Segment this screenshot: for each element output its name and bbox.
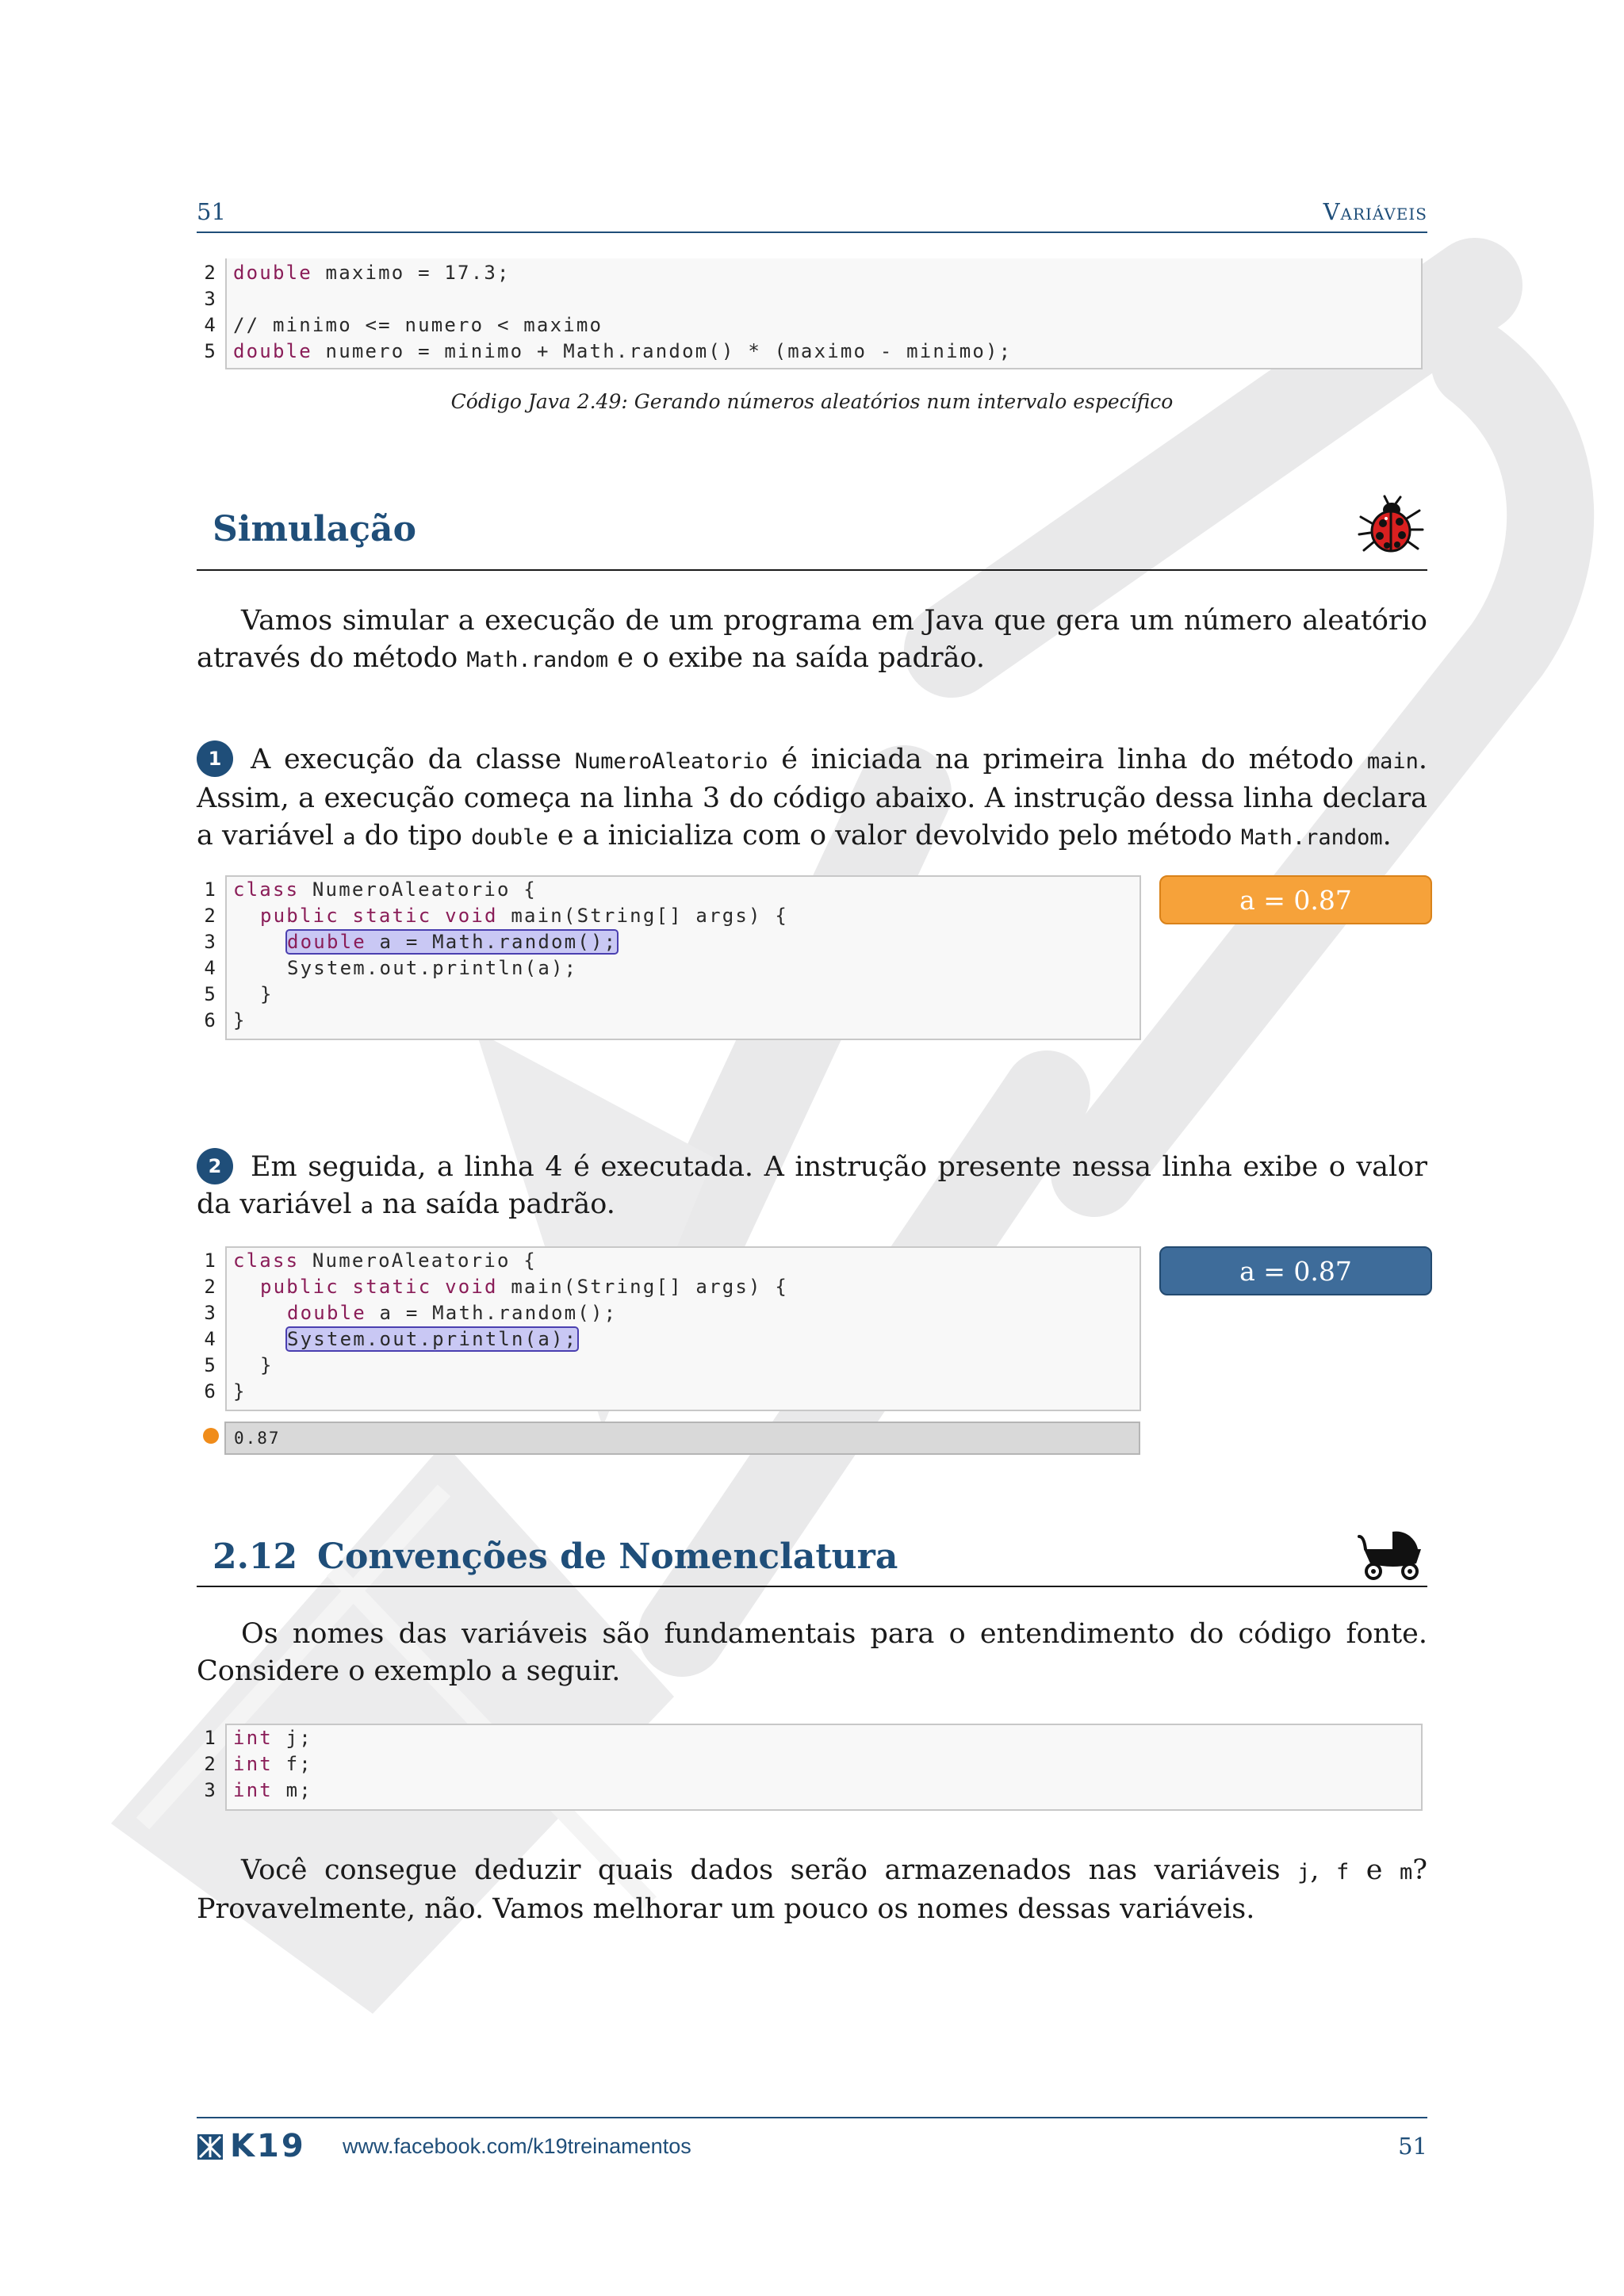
question-text: Você consegue deduzir quais dados serão armazenados nas variáveis [241, 1854, 1298, 1886]
intro-text: Vamos simular a execução de um programa em Java que gera um número aleatório através do método [197, 605, 1427, 674]
intro-text: e o exibe na saída padrão. [608, 642, 986, 674]
step1-text: é iniciada na primeira linha do método [768, 744, 1367, 775]
code-box [225, 1724, 1423, 1811]
code-keyword: double [287, 931, 366, 953]
header-rule [197, 232, 1427, 233]
code-text: j; [272, 1727, 312, 1749]
inline-code: a [343, 825, 356, 850]
step1-text: e a inicializa com o valor devolvido pelo método [548, 820, 1241, 851]
console-output: 0.87 [224, 1422, 1140, 1455]
code-line [233, 1249, 537, 1272]
code-line [233, 1753, 312, 1775]
paragraph-intro [197, 603, 1427, 679]
inline-code: m [1399, 1860, 1413, 1885]
code-text: NumeroAleatorio { [299, 878, 537, 901]
question-text: e [1349, 1854, 1400, 1886]
variable-state-box-step1: a = 0.87 [1159, 875, 1432, 924]
code-line [233, 1779, 312, 1801]
code-line [233, 262, 511, 284]
inline-code: j [1297, 1860, 1311, 1885]
line-number: 4 [204, 957, 217, 979]
line-number: 2 [204, 1276, 217, 1298]
baby-carriage-icon [1358, 1527, 1424, 1581]
code-keyword: double [233, 262, 312, 284]
paragraph-convencoes [197, 1616, 1427, 1690]
header-chapter-title: Variáveis [1323, 198, 1427, 225]
section-title-convencoes: Convenções de Nomenclatura [317, 1536, 898, 1577]
line-number: 6 [204, 1009, 217, 1031]
paragraph-step1 [197, 740, 1427, 856]
code-keyword: int [233, 1779, 273, 1801]
code-text: m; [272, 1779, 312, 1801]
code-line: } [260, 1354, 274, 1376]
section-title-simulacao: Simulação [213, 509, 416, 549]
question-text: ? Provavelmente, não. Vamos melhorar um pouco os nomes dessas variáveis. [197, 1854, 1428, 1925]
step1-text: . [1382, 820, 1392, 851]
step1-text: . Assim, a execução começa na linha 3 do código abaixo. A instrução dessa linha declara a variável [197, 744, 1428, 851]
step1-text: do tipo [355, 820, 472, 851]
paragraph-step2 [197, 1148, 1427, 1225]
line-number: 1 [204, 1249, 217, 1272]
convencoes-text: Os nomes das variáveis são fundamentais para o entendimento do código fonte. Considere o exemplo a seguir. [197, 1618, 1427, 1687]
code-text: maximo = 17.3; [312, 262, 511, 284]
inline-code: a [360, 1194, 373, 1219]
line-number: 5 [204, 983, 217, 1005]
header-page-number: 51 [197, 198, 226, 225]
code-keyword: public static void [260, 905, 498, 927]
current-line-highlight [287, 931, 617, 953]
line-number: 2 [204, 1753, 217, 1775]
code-keyword: int [233, 1727, 273, 1749]
code-caption: Código Java 2.49: Gerando números aleatórios num intervalo específico [450, 390, 1174, 413]
code-line: System.out.println(a); [287, 957, 578, 979]
code-text: NumeroAleatorio { [299, 1249, 537, 1272]
variable-state-box-step2: a = 0.87 [1159, 1246, 1432, 1295]
code-line [260, 905, 788, 927]
inline-code: double [471, 825, 549, 850]
code-line-highlighted [287, 931, 617, 953]
line-number: 4 [204, 1328, 217, 1350]
code-line: } [233, 1009, 247, 1031]
code-keyword: double [287, 1302, 366, 1324]
code-text: main(String[] args) { [497, 1276, 788, 1298]
code-line [287, 1302, 617, 1324]
code-line: } [260, 983, 274, 1005]
inline-code: Math.random [466, 648, 609, 672]
code-line [233, 340, 1012, 362]
inline-code: Math.random [1240, 825, 1383, 850]
code-text: main(String[] args) { [497, 905, 788, 927]
section-rule [197, 1586, 1427, 1587]
code-keyword: class [233, 1249, 300, 1272]
code-line: } [233, 1380, 247, 1402]
line-number: 3 [204, 288, 217, 310]
step-badge-2: 2 [197, 1148, 233, 1184]
code-text: numero = minimo + Math.random() * (maximo - minimo); [312, 340, 1013, 362]
line-number: 2 [204, 905, 217, 927]
line-number: 2 [204, 262, 217, 284]
inline-code: main [1366, 749, 1419, 774]
step2-text: Em seguida, a linha 4 é executada. A instrução presente nessa linha exibe o valor da variável [197, 1151, 1427, 1220]
code-text: a = Math.random(); [366, 931, 618, 953]
paragraph-question [197, 1852, 1427, 1928]
code-line [260, 1276, 788, 1298]
output-indicator-icon [203, 1428, 219, 1444]
line-number: 3 [204, 1779, 217, 1801]
k19-logo-mark-icon [197, 2133, 224, 2160]
line-number: 3 [204, 931, 217, 953]
step-badge-1: 1 [197, 740, 233, 777]
code-line-highlighted [287, 1328, 577, 1350]
line-number: 1 [204, 878, 217, 901]
footer-rule [197, 2117, 1427, 2118]
section-number: 2.12 [213, 1536, 298, 1577]
line-number: 4 [204, 314, 217, 336]
inline-code: NumeroAleatorio [574, 749, 768, 774]
step2-text: na saída padrão. [373, 1188, 615, 1220]
line-number: 1 [204, 1727, 217, 1749]
code-keyword: int [233, 1753, 273, 1775]
code-keyword: double [233, 340, 312, 362]
footer-url-link[interactable]: www.facebook.com/k19treinamentos [343, 2134, 691, 2158]
step1-text: A execução da classe [251, 744, 575, 775]
line-number: 5 [204, 1354, 217, 1376]
current-line-highlight: System.out.println(a); [287, 1328, 578, 1350]
footer-page-number: 51 [1398, 2133, 1427, 2160]
ladybug-icon [1358, 495, 1424, 557]
k19-logo-text: K19 [230, 2128, 306, 2164]
line-number: 6 [204, 1380, 217, 1402]
code-comment: // minimo <= numero < maximo [233, 314, 603, 336]
code-line [233, 878, 537, 901]
code-line [233, 1727, 312, 1749]
question-text: , [1310, 1854, 1336, 1886]
section-rule [197, 569, 1427, 571]
line-number: 3 [204, 1302, 217, 1324]
code-keyword: class [233, 878, 300, 901]
inline-code: f [1335, 1860, 1350, 1885]
line-number: 5 [204, 340, 217, 362]
code-text: a = Math.random(); [366, 1302, 618, 1324]
code-text: f; [272, 1753, 312, 1775]
k19-logo [197, 2128, 320, 2164]
code-keyword: public static void [260, 1276, 498, 1298]
